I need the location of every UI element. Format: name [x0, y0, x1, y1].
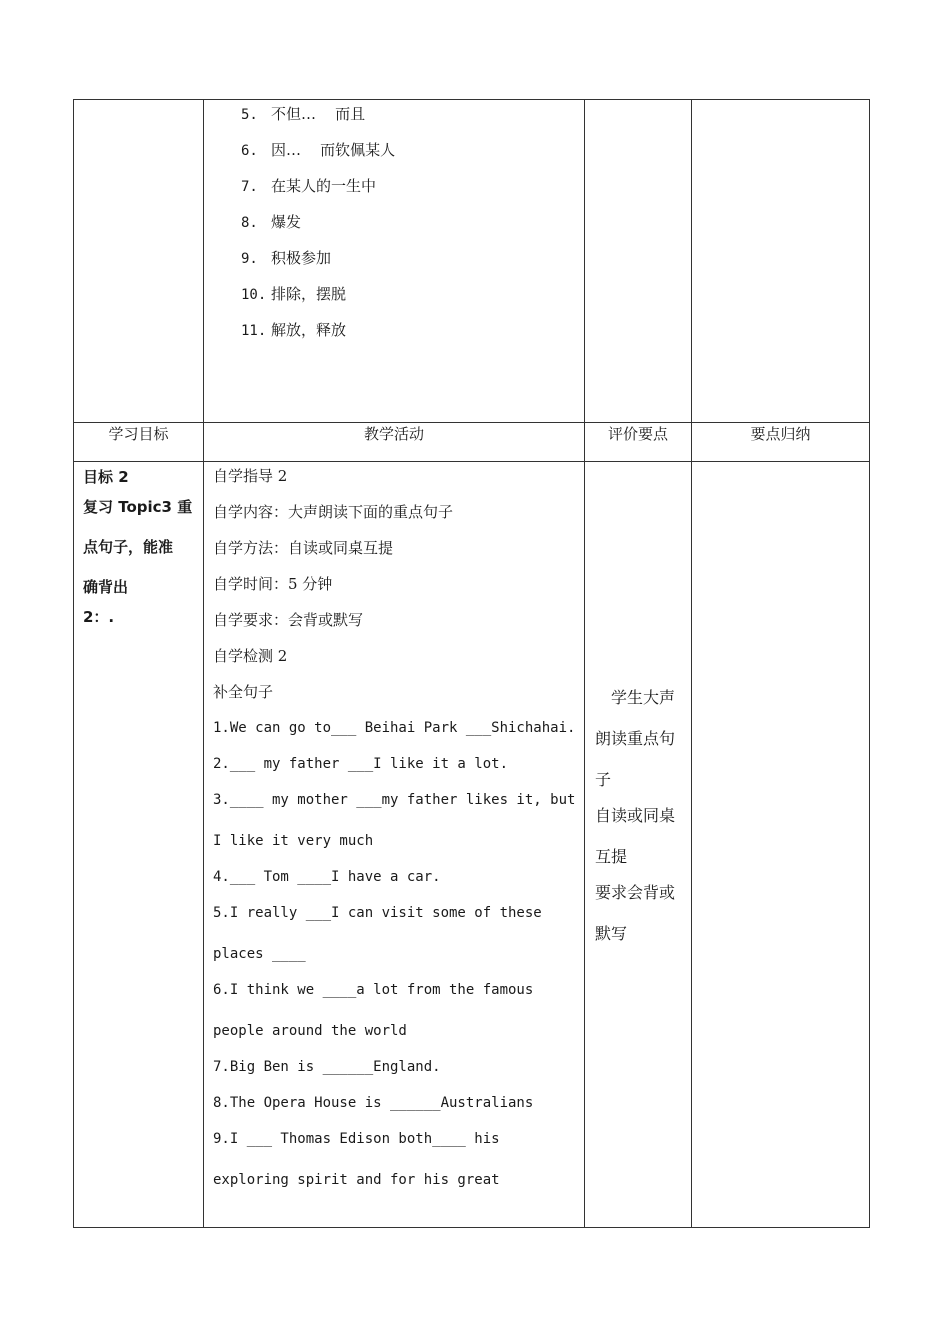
vocab-item: 11. 解放，释放 — [241, 321, 347, 339]
header-key-summary: 要点归纳 — [692, 423, 870, 462]
summary-cell — [692, 462, 870, 1228]
vocab-item: 5. 不但… 而且 — [241, 105, 366, 123]
lesson-plan-table — [73, 99, 870, 1228]
evaluation-text: 学生大声 朗读重点句 子 自读或同桌 互提 要求会背或 默写 — [595, 688, 676, 943]
task-label: 补全句子 — [213, 683, 274, 701]
sentence-line: places ____ — [213, 946, 306, 962]
sentence-line: 6.I think we ____a lot from the famous — [213, 982, 534, 998]
guide-title: 自学指导 2 — [213, 467, 288, 485]
empty-cell — [692, 100, 870, 423]
study-method: 自学方法：自读或同桌互提 — [213, 539, 394, 557]
header-learning-goals: 学习目标 — [74, 423, 204, 462]
activity-content — [204, 462, 584, 1203]
study-time: 自学时间：5 分钟 — [213, 575, 333, 593]
sentence-line: 5.I really ___I can visit some of these — [213, 905, 542, 921]
sentence-line: 1.We can go to___ Beihai Park ___Shichahai. — [213, 720, 576, 736]
vocab-row — [74, 100, 870, 423]
vocab-item: 10. 排除，摆脱 — [241, 285, 347, 303]
vocab-item: 9. 积极参加 — [241, 249, 332, 267]
vocab-cell — [204, 100, 585, 423]
sentence-line: exploring spirit and for his great — [213, 1172, 500, 1188]
header-teaching-activities: 教学活动 — [204, 423, 585, 462]
goal-cell — [74, 462, 204, 1228]
goal-text: 目标 2 复习 Topic3 重 点句子，能准 确背出 2：. — [83, 468, 193, 626]
sentence-line: 7.Big Ben is ______England. — [213, 1059, 441, 1075]
vocab-item: 8. 爆发 — [241, 213, 302, 231]
sentence-line: 4.___ Tom ____I have a car. — [213, 869, 441, 885]
check-title: 自学检测 2 — [213, 647, 288, 665]
activity-cell — [204, 462, 585, 1228]
study-requirement: 自学要求：会背或默写 — [213, 611, 364, 629]
study-content: 自学内容：大声朗读下面的重点句子 — [213, 503, 454, 521]
sentence-line: 2.___ my father ___I like it a lot. — [213, 756, 509, 772]
vocab-item: 6. 因… 而钦佩某人 — [241, 141, 396, 159]
sentence-line: I like it very much — [213, 833, 374, 849]
vocab-list — [204, 100, 584, 354]
sentence-line: 3.____ my mother ___my father likes it, but — [213, 792, 576, 808]
header-evaluation-points: 评价要点 — [585, 423, 692, 462]
empty-cell — [74, 100, 204, 423]
empty-cell — [585, 100, 692, 423]
sentence-line: people around the world — [213, 1023, 407, 1039]
header-row — [74, 423, 870, 462]
evaluation-cell — [585, 462, 692, 1228]
sentence-line: 9.I ___ Thomas Edison both____ his — [213, 1131, 500, 1147]
vocab-item: 7. 在某人的一生中 — [241, 177, 377, 195]
sentence-line: 8.The Opera House is ______Australians — [213, 1095, 534, 1111]
goal2-row — [74, 462, 870, 1228]
